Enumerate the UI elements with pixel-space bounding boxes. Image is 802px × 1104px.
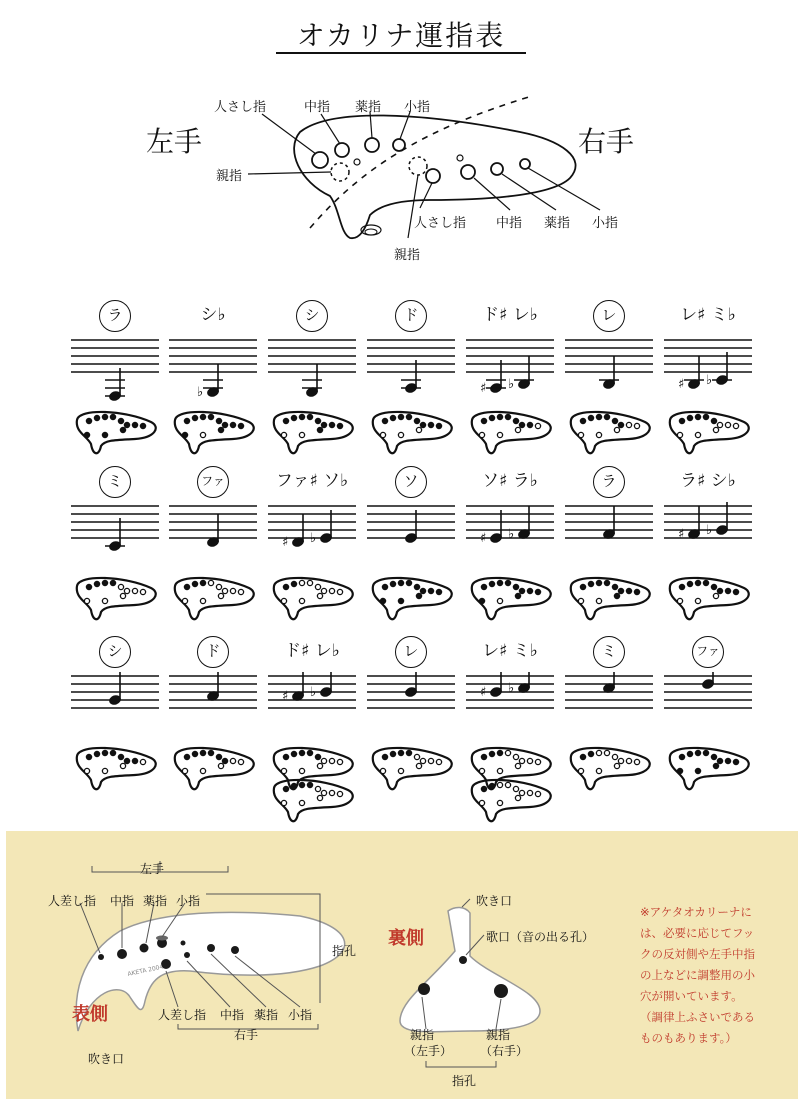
back-side-label: 裏側 [388, 928, 424, 949]
note-head [206, 514, 220, 548]
fingering-icon [274, 578, 353, 619]
note-label [371, 636, 451, 668]
back-mouthpiece-label: 吹き口 [476, 894, 513, 908]
note-label [470, 300, 550, 325]
bottom-l-index-label: 人差し指 [48, 894, 97, 908]
note-name: ファ [692, 636, 724, 668]
note-head [701, 672, 715, 690]
note-label [569, 466, 649, 498]
note-head [712, 352, 732, 386]
note-head [319, 510, 333, 544]
note-head [203, 364, 223, 398]
note-line: 穴が開いています。 [640, 989, 743, 1003]
note-name: ド [197, 636, 229, 668]
accidental: ♭ [310, 685, 317, 700]
fingering-icon [472, 578, 551, 619]
note-name: レ♯ ミ♭ [482, 641, 538, 661]
note-label [173, 300, 253, 325]
note-line: クの反対側や左手中指 [640, 947, 755, 961]
note-staff-and-fingering [660, 336, 756, 466]
note-label [272, 636, 352, 661]
note-head [302, 364, 322, 398]
tuning-hole-note [640, 902, 770, 1049]
note-head [517, 506, 531, 540]
accidental: ♯ [480, 381, 487, 396]
fingering-icon [77, 578, 156, 619]
note-head [108, 672, 122, 706]
svg-text:AKETA 2004: AKETA 2004 [126, 963, 164, 978]
note-name: ミ [99, 466, 131, 498]
note-name: ファ [197, 466, 229, 498]
note-staff-and-fingering [264, 502, 360, 632]
note-name: ド [395, 300, 427, 332]
note-staff-and-fingering [67, 502, 163, 632]
rh-ring-label: 薬指 [544, 216, 571, 231]
bottom-r-ring-label: 薬指 [254, 1008, 279, 1022]
lh-index-label: 人さし指 [214, 100, 267, 115]
fingering-icon [373, 748, 452, 789]
fingering-icon [571, 412, 650, 453]
note-staff-and-fingering [363, 502, 459, 632]
left-hand-label: 左手 [146, 125, 203, 158]
note-label [569, 636, 649, 668]
note-name: ファ♯ ソ♭ [275, 471, 349, 491]
sound-hole-label: 歌口（音の出る孔） [486, 930, 595, 944]
note-line: （調律上ふさいである [640, 1010, 755, 1024]
note-staff-and-fingering [561, 672, 657, 802]
bottom-left-hand-label: 左手 [140, 862, 165, 876]
fingering-icon [175, 748, 254, 789]
note-head [489, 510, 503, 544]
rh-middle-label: 中指 [496, 216, 523, 231]
note-staff-and-fingering [165, 336, 261, 466]
accidental: ♭ [706, 523, 713, 538]
fingering-icon [670, 412, 749, 453]
accidental: ♯ [480, 685, 487, 700]
fingering-icon [571, 578, 650, 619]
note-staff-and-fingering [462, 336, 558, 466]
accidental: ♯ [282, 689, 289, 704]
rh-thumb-label: 親指 [394, 248, 421, 263]
accidental: ♯ [678, 377, 685, 392]
note-head [514, 356, 534, 390]
fingering-icon [77, 412, 156, 453]
note-name: ソ [395, 466, 427, 498]
fingering-icon [274, 412, 353, 453]
accidental: ♯ [678, 527, 685, 542]
note-name: ラ♯ シ♭ [680, 471, 736, 491]
note-name: ド♯ レ♭ [482, 305, 538, 325]
bottom-l-pinky-label: 小指 [176, 894, 201, 908]
note-staff-and-fingering [165, 502, 261, 632]
fingering-icon [175, 412, 254, 453]
lh-pinky-label: 小指 [404, 100, 431, 115]
note-head [105, 368, 125, 402]
note-head [602, 506, 616, 540]
note-line: ※アケタオカリーナに [640, 905, 752, 919]
note-name: レ [395, 636, 427, 668]
note-line: は、必要に応じてフッ [640, 926, 755, 940]
fingering-icon [77, 748, 156, 789]
note-name: ラ [99, 300, 131, 332]
note-name: ミ [593, 636, 625, 668]
fingering-icon [274, 780, 353, 821]
note-label [668, 466, 748, 491]
note-label [75, 300, 155, 332]
fingering-icon [373, 578, 452, 619]
note-staff-and-fingering [67, 336, 163, 466]
accidental: ♯ [480, 531, 487, 546]
note-label [371, 466, 451, 498]
note-label [75, 636, 155, 668]
bottom-finger-holes-label: 指孔 [332, 944, 357, 958]
note-label [470, 636, 550, 661]
note-name: シ [296, 300, 328, 332]
right-hand-label: 右手 [578, 125, 635, 158]
bottom-right-hand-label: 右手 [234, 1028, 259, 1042]
note-head [486, 360, 506, 394]
note-staff-and-fingering [363, 336, 459, 466]
note-head [687, 506, 701, 540]
accidental: ♭ [197, 385, 204, 400]
note-head [599, 356, 619, 390]
note-name: ソ♯ ラ♭ [482, 471, 538, 491]
note-head [404, 510, 418, 544]
thumb-right-sub-label: （右手） [480, 1044, 529, 1058]
fingering-icon [670, 748, 749, 789]
note-label [668, 636, 748, 668]
note-name: ラ [593, 466, 625, 498]
lh-middle-label: 中指 [304, 100, 331, 115]
lh-thumb-label: 親指 [216, 169, 243, 184]
note-staff-and-fingering [165, 672, 261, 802]
note-label [470, 466, 550, 491]
bottom-l-middle-label: 中指 [110, 894, 135, 908]
note-staff-and-fingering [264, 336, 360, 466]
bottom-r-middle-label: 中指 [220, 1008, 245, 1022]
fingering-icon [472, 780, 551, 821]
lh-ring-label: 薬指 [355, 100, 382, 115]
alternate-fingering [462, 772, 558, 832]
note-staff-and-fingering [67, 672, 163, 802]
note-head [684, 356, 704, 390]
note-name: レ [593, 300, 625, 332]
fingering-icon [670, 578, 749, 619]
accidental: ♭ [706, 373, 713, 388]
bottom-r-pinky-label: 小指 [288, 1008, 313, 1022]
thumb-left-label: 親指 [410, 1028, 435, 1042]
note-label [272, 466, 352, 491]
note-staff-and-fingering [561, 336, 657, 466]
alternate-fingering [264, 772, 360, 832]
front-side-label: 表側 [72, 1004, 108, 1025]
back-finger-holes-label: 指孔 [452, 1074, 477, 1088]
mouthpiece-label: 吹き口 [88, 1052, 125, 1066]
note-staff-and-fingering [462, 502, 558, 632]
rh-pinky-label: 小指 [592, 216, 619, 231]
note-name: レ♯ ミ♭ [680, 305, 736, 325]
note-line: ものもあります。） [640, 1031, 737, 1045]
note-name: シ [99, 636, 131, 668]
note-staff-and-fingering [660, 672, 756, 802]
note-head [105, 518, 125, 552]
note-label [75, 466, 155, 498]
accidental: ♭ [508, 681, 515, 696]
bottom-r-index-label: 人差し指 [158, 1008, 207, 1022]
note-staff-and-fingering [561, 502, 657, 632]
note-staff-and-fingering [363, 672, 459, 802]
fingering-icon [472, 412, 551, 453]
fingering-icon [373, 412, 452, 453]
page-title: オカリナ運指表 [296, 19, 506, 52]
note-name: シ♭ [200, 305, 226, 325]
rh-index-label: 人さし指 [414, 216, 467, 231]
accidental: ♭ [310, 531, 317, 546]
note-label [272, 300, 352, 332]
note-label [569, 300, 649, 332]
bottom-l-ring-label: 薬指 [143, 894, 168, 908]
note-label [173, 636, 253, 668]
accidental: ♭ [508, 377, 515, 392]
note-head [715, 502, 729, 536]
note-label [371, 300, 451, 332]
thumb-right-label: 親指 [486, 1028, 511, 1042]
fingering-icon [175, 578, 254, 619]
note-line: の上などに調整用の小 [640, 968, 755, 982]
fingering-icon [571, 748, 650, 789]
note-head [291, 514, 305, 548]
note-label [173, 466, 253, 498]
note-head [401, 360, 421, 394]
note-staff-and-fingering [660, 502, 756, 632]
accidental: ♯ [282, 535, 289, 550]
note-name: ド♯ レ♭ [284, 641, 340, 661]
thumb-left-sub-label: （左手） [404, 1044, 453, 1058]
note-label [668, 300, 748, 325]
accidental: ♭ [508, 527, 515, 542]
